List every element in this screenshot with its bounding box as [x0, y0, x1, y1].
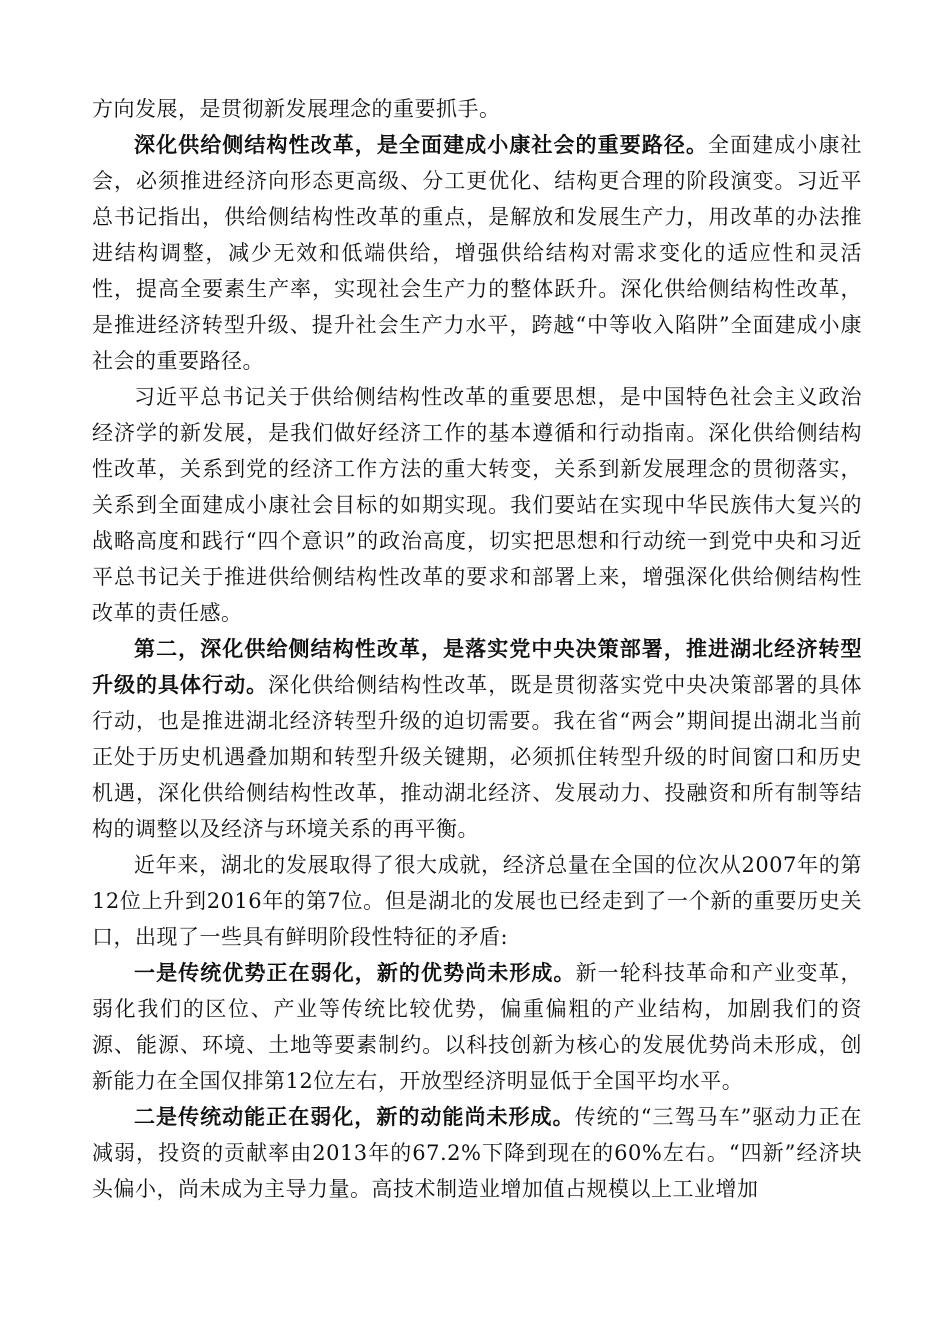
paragraph-4-text: 深化供给侧结构性改革，既是贯彻落实党中央决策部署的具体行动，也是推进湖北经济转型升级的迫切需要。我在省“两会”期间提出湖北当前正处于历史机遇叠加期和转型升级关键期，必须抓住转型升级的时间窗口和历史机遇，深化供给侧结构性改革，推动湖北经济、发展动力、投融资和所有制等结构的调整以及经济与环境关系的再平衡。: [92, 673, 863, 841]
paragraph-2: [92, 127, 862, 379]
paragraph-1: [92, 91, 862, 127]
paragraph-6-lead: 一是传统优势正在弱化，新的优势尚未形成。: [134, 960, 576, 985]
paragraph-6: [92, 955, 862, 1099]
paragraph-7-text: 传统的“三驾马车”驱动力正在减弱，投资的贡献率由2013年的67.2%下降到现在的60%左右。“四新”经济块头偏小，尚未成为主导力量。高技术制造业增加值占规模以上工业增加: [92, 1105, 862, 1201]
paragraph-2-text: 全面建成小康社会，必须推进经济向形态更高级、分工更优化、结构更合理的阶段演变。习近平总书记指出，供给侧结构性改革的重点，是解放和发展生产力，用改革的办法推进结构调整，减少无效和低端供给，增强供给结构对需求变化的适应性和灵活性，提高全要素生产率，实现社会生产力的整体跃升。深化供给侧结构性改革，是推进经济转型升级、提升社会生产力水平，跨越“中等收入陷阱”全面建成小康社会的重要路径。: [92, 133, 862, 373]
paragraph-6-text: 新一轮科技革命和产业变革，弱化我们的区位、产业等传统比较优势，偏重偏粗的产业结构，加剧我们的资源、能源、环境、土地等要素制约。以科技创新为核心的发展优势尚未形成，创新能力在全国仅排第12位左右，开放型经济明显低于全国平均水平。: [92, 961, 862, 1093]
paragraph-1-text: 方向发展，是贯彻新发展理念的重要抓手。: [92, 97, 501, 121]
paragraph-3-text: 习近平总书记关于供给侧结构性改革的重要思想，是中国特色社会主义政治经济学的新发展，是我们做好经济工作的基本遵循和行动指南。深化供给侧结构性改革，关系到党的经济工作方法的重大转变，关系到新发展理念的贯彻落实，关系到全面建成小康社会目标的如期实现。我们要站在实现中华民族伟大复兴的战略高度和践行“四个意识”的政治高度，切实把思想和行动统一到党中央和习近平总书记关于推进供给侧结构性改革的要求和部署上来，增强深化供给侧结构性改革的责任感。: [92, 385, 862, 625]
paragraph-4: [92, 631, 862, 847]
paragraph-7: [92, 1099, 862, 1207]
paragraph-2-lead: 深化供给侧结构性改革，是全面建成小康社会的重要路径。: [134, 132, 709, 157]
document-page: [92, 91, 862, 1207]
paragraph-3: [92, 379, 862, 631]
paragraph-7-lead: 二是传统动能正在弱化，新的动能尚未形成。: [134, 1104, 575, 1129]
paragraph-5: [92, 847, 862, 955]
paragraph-5-text: 近年来，湖北的发展取得了很大成就，经济总量在全国的位次从2007年的第12位上升到2016年的第7位。但是湖北的发展也已经走到了一个新的重要历史关口，出现了一些具有鲜明阶段性特征的矛盾:: [92, 853, 862, 949]
paragraph-4-lead: 第二，深化供给侧结构性改革，是落实党中央决策部署，推进湖北经济转型升级的具体行动。: [92, 636, 862, 697]
